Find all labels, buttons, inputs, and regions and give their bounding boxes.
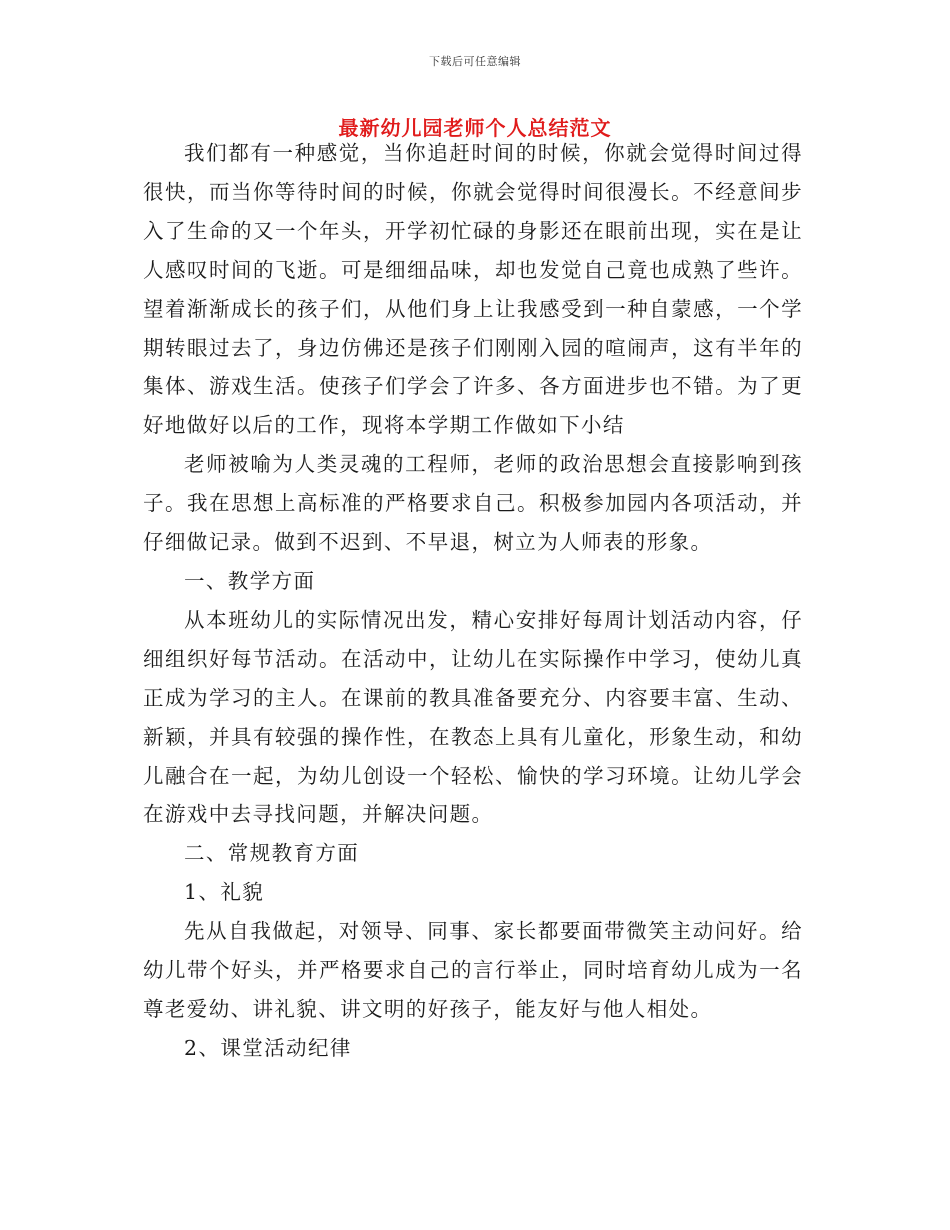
- header-note: 下载后可任意编辑: [429, 55, 521, 68]
- section-heading-teaching: 一、教学方面: [184, 568, 316, 593]
- paragraph-intro: 我们都有一种感觉，当你追赶时间的时候，你就会觉得时间过得很快，而当你等待时间的时候，你就会觉得时间很漫长。不经意间步入了生命的又一个年头，开学初忙碌的身影还在眼前出现，实在是让人感叹时间的飞逝。可是细细品味，却也发觉自己竟也成熟了些许。望着渐渐成长的孩子们，从他们身上让我感受到一种自蒙感，一个学期转眼过去了，身边仿佛还是孩子们刚刚入园的喧闹声，这有半年的集体、游戏生活。使孩子们学会了许多、各方面进步也不错。为了更好地做好以后的工作，现将本学期工作做如下小结: [143, 141, 803, 438]
- subheading-manners: 1、礼貌: [184, 880, 265, 905]
- paragraph-teaching: 从本班幼儿的实际情况出发，精心安排好每周计划活动内容，仔细组织好每节活动。在活动中，让幼儿在实际操作中学习，使幼儿真正成为学习的主人。在课前的教具准备要充分、内容要丰富、生动、新颖，并具有较强的操作性，在教态上具有儿童化，形象生动，和幼儿融合在一起，为幼儿创设一个轻松、愉快的学习环境。让幼儿学会在游戏中去寻找问题，并解决问题。: [143, 607, 803, 827]
- subheading-class-discipline: 2、课堂活动纪律: [184, 1035, 352, 1060]
- document-body: [143, 134, 803, 1068]
- paragraph-ideology: 老师被喻为人类灵魂的工程师，老师的政治思想会直接影响到孩子。我在思想上高标准的严格要求自己。积极参加园内各项活动，并仔细做记录。做到不迟到、不早退，树立为人师表的形象。: [143, 452, 803, 555]
- section-heading-routine: 二、常规教育方面: [184, 841, 360, 866]
- document-title: 最新幼儿园老师个人总结范文: [338, 116, 612, 140]
- paragraph-manners: 先从自我做起，对领导、同事、家长都要面带微笑主动问好。给幼儿带个好头，并严格要求自己的言行举止，同时培育幼儿成为一名尊老爱幼、讲礼貌、讲文明的好孩子，能友好与他人相处。: [143, 919, 803, 1021]
